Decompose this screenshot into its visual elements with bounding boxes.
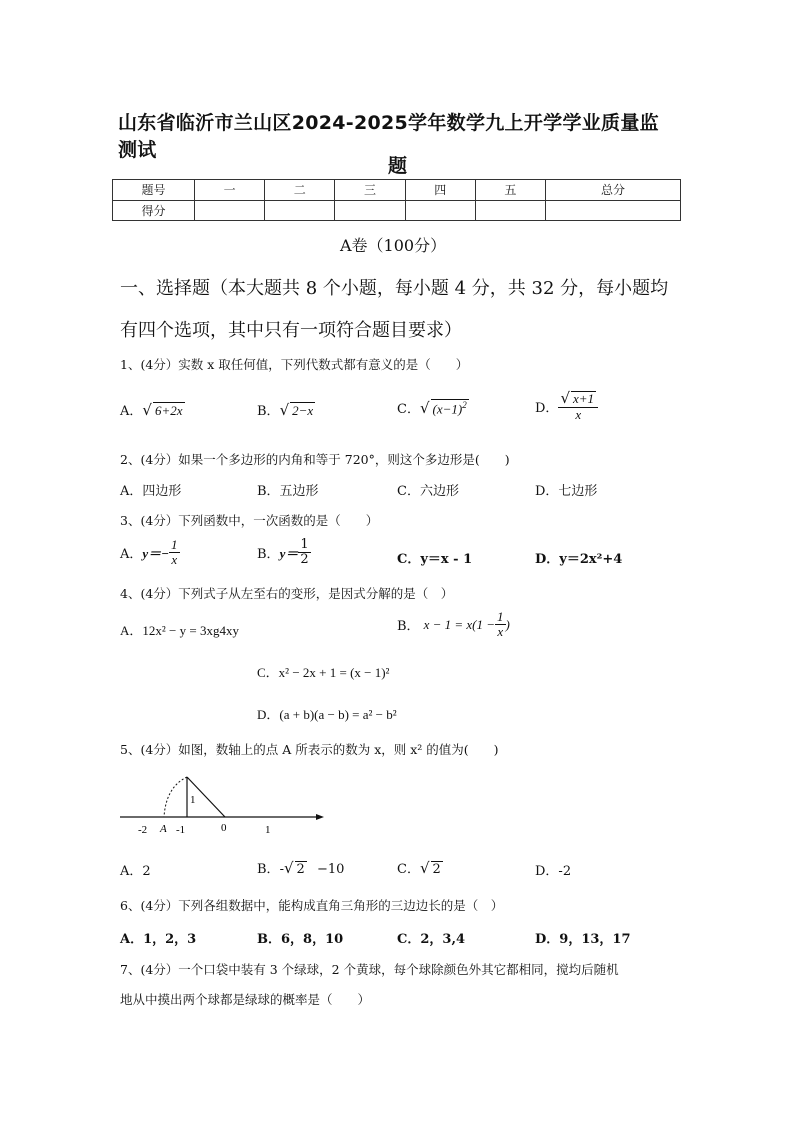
math-denominator: 2 bbox=[300, 552, 309, 568]
math-expression: 2−x bbox=[292, 403, 314, 418]
page-title-line-1: 山东省临沂市兰山区2024-2025学年数学九上开学学业质量监测试 bbox=[118, 112, 659, 161]
math-radicand: 2 bbox=[432, 862, 441, 877]
math-numerator: 1 bbox=[300, 537, 309, 552]
math-exponent: 2 bbox=[462, 399, 467, 410]
math-expression: 6+2x bbox=[154, 403, 183, 418]
tick-label-minus-1: -1 bbox=[176, 824, 186, 836]
fraction bbox=[298, 538, 310, 568]
question-6-stem: 6、(4分）下列各组数据中，能构成直角三角形的三边边长的是（ ） bbox=[120, 898, 504, 913]
tick-label-minus-2: -2 bbox=[138, 824, 148, 836]
score-table-cell: 得分 bbox=[113, 200, 195, 221]
score-table-score-row bbox=[113, 200, 681, 221]
math-expression: (x−1) bbox=[432, 401, 463, 416]
section-a-title: A卷（100分） bbox=[340, 236, 447, 255]
question-4-option-d[interactable]: D．(a + b)(a − b) = a² − b² bbox=[257, 707, 397, 722]
question-7-stem-line-2: 地从中摸出两个球都是绿球的概率是（ ） bbox=[120, 992, 371, 1007]
math-numerator: 1 bbox=[497, 609, 504, 624]
math-expression: - bbox=[279, 862, 284, 877]
part-1-heading-line-1: 一、选择题（本大题共 8 个小题，每小题 4 分，共 32 分，每小题均 bbox=[120, 278, 669, 299]
question-3-option-d[interactable]: D．y＝2x²+4 bbox=[535, 552, 623, 567]
score-table-cell: 四 bbox=[405, 180, 475, 201]
option-label: A． bbox=[120, 404, 143, 419]
question-5-stem: 5、(4分）如图，数轴上的点 A 所表示的数为 x，则 x² 的值为( ) bbox=[120, 742, 499, 757]
question-3-stem: 3、(4分）下列函数中，一次函数的是（ ） bbox=[120, 513, 379, 528]
fraction bbox=[169, 538, 180, 568]
question-5-option-a[interactable]: A．2 bbox=[120, 864, 151, 879]
math-denominator: x bbox=[171, 552, 178, 568]
option-label: B． bbox=[257, 862, 280, 877]
question-2-option-a[interactable]: A．四边形 bbox=[120, 484, 182, 499]
question-6-option-a[interactable]: A．1，2，3 bbox=[120, 932, 197, 947]
question-4-stem: 4、(4分）下列式子从左至右的变形，是因式分解的是（ ） bbox=[120, 586, 454, 601]
math-numerator: x+1 bbox=[573, 391, 595, 406]
option-label: C． bbox=[397, 402, 420, 417]
question-1-option-b[interactable]: B．√ 2−x bbox=[257, 401, 314, 419]
question-6-option-b[interactable]: B．6，8，10 bbox=[257, 932, 344, 947]
fraction bbox=[495, 610, 506, 640]
question-5-option-d[interactable]: D．-2 bbox=[535, 864, 572, 879]
option-label: C． bbox=[397, 862, 420, 877]
question-2-option-b[interactable]: B．五边形 bbox=[257, 484, 319, 499]
score-table bbox=[112, 179, 681, 221]
question-2-option-d[interactable]: D．七边形 bbox=[535, 484, 598, 499]
score-table-cell: 一 bbox=[195, 180, 265, 201]
score-input-cell[interactable] bbox=[335, 200, 405, 221]
question-1-option-a[interactable]: A．√ 6+2x bbox=[120, 401, 183, 419]
score-table-cell: 二 bbox=[265, 180, 335, 201]
question-1-stem: 1、(4分）实数 x 取任何值，下列代数式都有意义的是（ ） bbox=[120, 357, 469, 372]
page-title-line-2: 题 bbox=[388, 155, 408, 177]
math-expression: x − 1 = x(1 − bbox=[423, 616, 495, 632]
question-7-stem-line-1: 7、(4分）一个口袋中装有 3 个绿球，2 个黄球，每个球除颜色外其它都相同，搅均后随机 bbox=[120, 962, 619, 977]
math-expression: −10 bbox=[316, 862, 345, 877]
question-5-option-c[interactable]: C．√ 2 bbox=[397, 859, 441, 877]
question-2-stem: 2、(4分）如果一个多边形的内角和等于 720°，则这个多边形是( ) bbox=[120, 452, 510, 467]
point-a-label: A bbox=[160, 823, 167, 835]
arrow-right-icon bbox=[316, 814, 324, 820]
math-expression: ) bbox=[505, 616, 510, 632]
option-label: B． bbox=[257, 547, 280, 563]
question-6-option-d[interactable]: D．9，13，17 bbox=[535, 932, 631, 947]
question-3-option-a[interactable] bbox=[120, 538, 180, 568]
question-4-option-a[interactable]: A．12x² − y = 3xg4xy bbox=[120, 623, 239, 638]
option-label: A． bbox=[120, 547, 143, 563]
score-table-header-row bbox=[113, 180, 681, 201]
question-5-option-b[interactable]: B．-√ 2 −10 bbox=[257, 859, 345, 877]
math-expression: y＝− bbox=[142, 546, 170, 562]
question-4-option-b[interactable] bbox=[397, 610, 510, 640]
tick-label-one: 1 bbox=[265, 824, 271, 836]
part-1-heading-line-2: 有四个选项，其中只有一项符合题目要求） bbox=[120, 320, 462, 341]
option-label: B． bbox=[257, 404, 280, 419]
score-table-cell: 三 bbox=[335, 180, 405, 201]
score-table-cell: 五 bbox=[475, 180, 545, 201]
question-3-option-c[interactable]: C．y＝x - 1 bbox=[397, 552, 473, 567]
math-expression: y＝ bbox=[279, 546, 299, 562]
math-denominator: x bbox=[575, 407, 582, 423]
fraction: $\frac{√ x+1}{x}$ bbox=[558, 390, 598, 423]
math-radicand: 2 bbox=[296, 862, 305, 877]
compass-arc bbox=[164, 777, 187, 817]
math-denominator: x bbox=[497, 624, 504, 640]
question-1-option-d[interactable] bbox=[535, 390, 598, 423]
option-label: D． bbox=[535, 400, 559, 416]
score-input-cell[interactable] bbox=[405, 200, 475, 221]
score-table-cell: 题号 bbox=[113, 180, 195, 201]
tick-label-zero: 0 bbox=[221, 822, 227, 834]
math-numerator: 1 bbox=[171, 537, 178, 552]
score-input-cell[interactable] bbox=[546, 200, 681, 221]
score-input-cell[interactable] bbox=[195, 200, 265, 221]
option-label: B． bbox=[397, 619, 420, 635]
question-4-option-c[interactable]: C．x² − 2x + 1 = (x − 1)² bbox=[257, 665, 390, 680]
question-1-option-c[interactable]: C．√ $(x-1)^2$ bbox=[397, 399, 467, 417]
score-input-cell[interactable] bbox=[475, 200, 545, 221]
score-table-cell: 总分 bbox=[546, 180, 681, 201]
side-length-label: 1 bbox=[190, 794, 196, 806]
question-6-option-c[interactable]: C．2，3,4 bbox=[397, 932, 466, 947]
score-input-cell[interactable] bbox=[265, 200, 335, 221]
question-2-option-c[interactable]: C．六边形 bbox=[397, 484, 459, 499]
question-3-option-b[interactable] bbox=[257, 538, 311, 568]
number-line-figure bbox=[118, 770, 338, 840]
